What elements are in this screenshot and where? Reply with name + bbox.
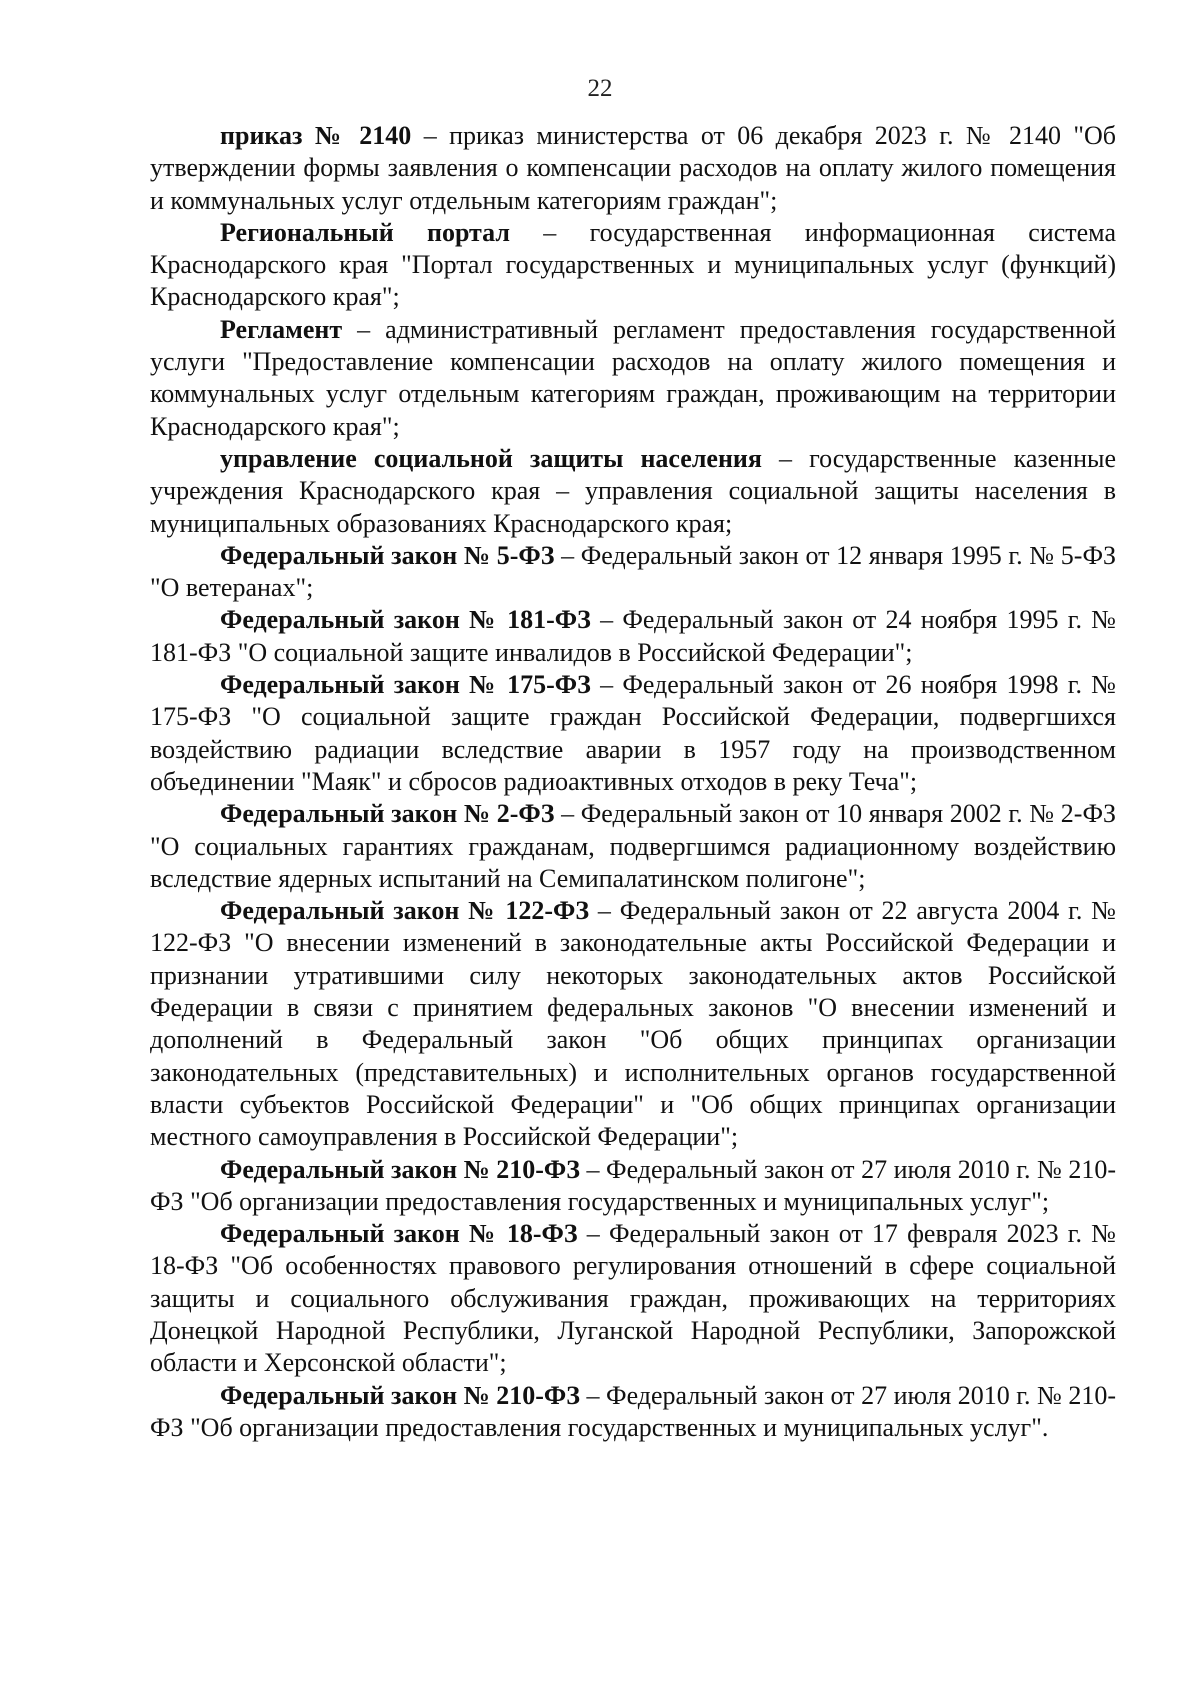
defined-term: управление социальной защиты населения bbox=[220, 443, 762, 473]
defined-term: Федеральный закон № 210-ФЗ bbox=[220, 1154, 580, 1184]
definition-entry bbox=[150, 1218, 1116, 1379]
term-dash: – bbox=[342, 314, 386, 344]
definition-entry bbox=[150, 1380, 1116, 1445]
term-dash: – bbox=[577, 1219, 609, 1249]
definition-entry bbox=[150, 895, 1116, 1153]
definition-text: Федеральный закон от 27 июля 2010 г. № 210-ФЗ "Об организации предоставления государственных и муниципальных услуг". bbox=[150, 1380, 1117, 1442]
term-dash: – bbox=[554, 799, 581, 829]
definition-text: Федеральный закон от 10 января 2002 г. № 2-ФЗ "О социальных гарантиях гражданам, подвергшимся радиационному воздействию вследствие ядерных испытаний на Семипалатинском полигоне"; bbox=[150, 799, 1117, 893]
definition-entry bbox=[150, 120, 1116, 217]
defined-term: Федеральный закон № 175-ФЗ bbox=[220, 670, 591, 700]
term-dash: – bbox=[580, 1154, 607, 1184]
definition-text: государственная информационная система Краснодарского края "Портал государственных и муниципальных услуг (функций) Краснодарского края"; bbox=[150, 217, 1116, 312]
defined-term: Федеральный закон № 210-ФЗ bbox=[220, 1380, 580, 1410]
defined-term: Федеральный закон № 122-ФЗ bbox=[220, 896, 590, 926]
definition-text: Федеральный закон от 27 июля 2010 г. № 210-ФЗ "Об организации предоставления государственных и муниципальных услуг"; bbox=[150, 1154, 1117, 1216]
definition-text: административный регламент предоставления государственной услуги "Предоставление компенсации расходов на оплату жилого помещения и коммунальных услуг отдельным категориям граждан, проживающим на территории Краснодарского края"; bbox=[150, 314, 1116, 441]
definition-entry bbox=[150, 669, 1116, 798]
definition-text: государственные казенные учреждения Краснодарского края – управления социальной защиты населения в муниципальных образованиях Краснодарского края; bbox=[150, 443, 1117, 538]
definition-text: Федеральный закон от 17 февраля 2023 г. № 18-ФЗ "Об особенностях правового регулирования отношений в сфере социальной защиты и социального обслуживания граждан, проживающих на территориях Донецкой Народной Республики, Луганской Народной Республики, Запорожской области и Херсонской области"; bbox=[150, 1219, 1116, 1378]
definition-text: приказ министерства от 06 декабря 2023 г. № 2140 "Об утверждении формы заявления о компенсации расходов на оплату жилого помещения и коммунальных услуг отдельным категориям граждан"; bbox=[150, 121, 1116, 215]
definition-entry bbox=[150, 798, 1116, 895]
term-dash: – bbox=[509, 217, 590, 247]
defined-term: Федеральный закон № 2-ФЗ bbox=[220, 799, 555, 829]
definition-entry bbox=[150, 443, 1116, 540]
term-dash: – bbox=[411, 121, 450, 150]
definition-text: Федеральный закон от 24 ноября 1995 г. № 181-ФЗ "О социальной защите инвалидов в Российской Федерации"; bbox=[150, 605, 1116, 667]
definition-entry bbox=[150, 314, 1116, 443]
definitions-list bbox=[150, 120, 1116, 1444]
definition-text: Федеральный закон от 22 августа 2004 г. № 122-ФЗ "О внесении изменений в законодательные акты Российской Федерации и признании утратившими силу некоторых законодательных актов Российской Федерации в связи с принятием федеральных законов "О внесении изменений и дополнений в Федеральный закон "Об общих принципах организации законодательных (представительных) и исполнительных органов государственной власти субъектов Российской Федерации" и "Об общих принципах организации местного самоуправления в Российской Федерации"; bbox=[150, 896, 1116, 1152]
page-number: 22 bbox=[587, 75, 613, 102]
defined-term: Федеральный закон № 18-ФЗ bbox=[220, 1219, 578, 1249]
term-dash: – bbox=[580, 1380, 607, 1410]
term-dash: – bbox=[761, 443, 810, 473]
definition-entry bbox=[150, 1154, 1116, 1219]
definition-text: Федеральный закон от 12 января 1995 г. № 5-ФЗ "О ветеранах"; bbox=[150, 540, 1117, 603]
definition-text: Федеральный закон от 26 ноября 1998 г. № 175-ФЗ "О социальной защите граждан Российской Федерации, подвергшихся воздействию радиации вследствие аварии в 1957 году на производственном объединении "Маяк" и сбросов радиоактивных отходов в реку Теча"; bbox=[150, 670, 1116, 796]
term-dash: – bbox=[589, 896, 620, 926]
defined-term: приказ № 2140 bbox=[220, 121, 412, 150]
term-dash: – bbox=[590, 605, 623, 635]
defined-term: Федеральный закон № 5-ФЗ bbox=[220, 540, 555, 570]
definition-entry bbox=[150, 604, 1116, 669]
definition-entry bbox=[150, 217, 1116, 314]
defined-term: Региональный портал bbox=[220, 217, 510, 247]
term-dash: – bbox=[590, 670, 623, 700]
definition-entry bbox=[150, 540, 1116, 605]
term-dash: – bbox=[554, 540, 581, 570]
defined-term: Федеральный закон № 181-ФЗ bbox=[220, 605, 591, 635]
defined-term: Регламент bbox=[220, 314, 343, 344]
